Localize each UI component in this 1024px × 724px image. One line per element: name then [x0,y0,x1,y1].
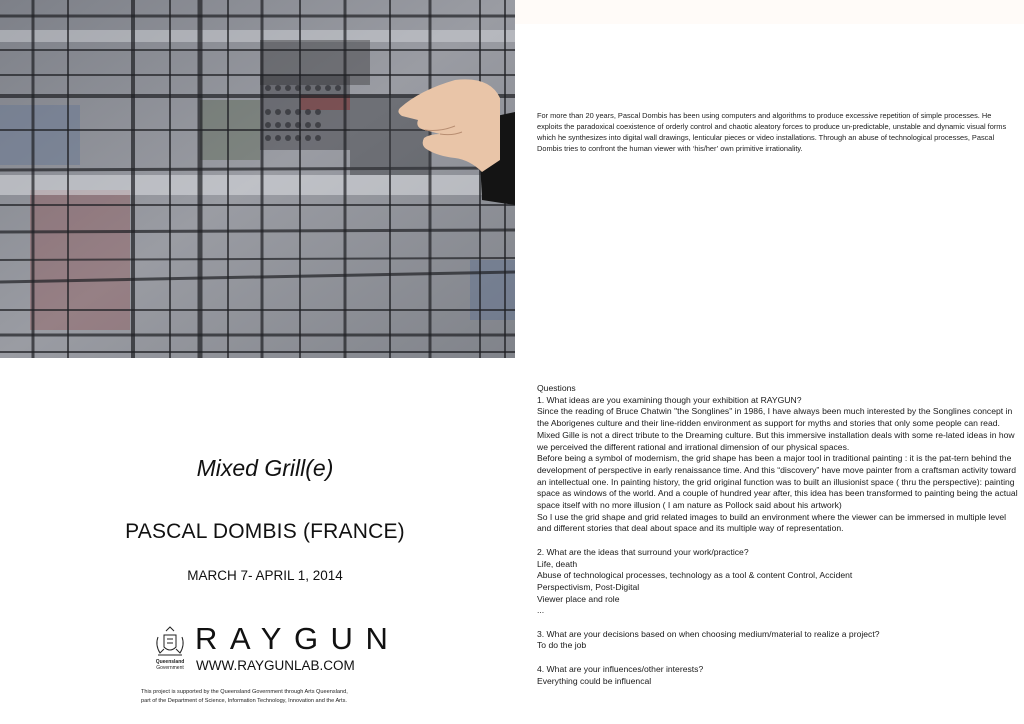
spacer [537,652,1019,664]
exhibition-dates: MARCH 7- APRIL 1, 2014 [187,568,343,583]
sponsor-logos [152,621,401,677]
answer-1-paragraph: Before being a symbol of modernism, the grid shape has been a major tool in traditional painting : it is the pat-tern behind the development of perspective in early renaissance time. And this “discovery” have move painter from a craftsman activity toward an intellectual one. In painting history, the grid original function was to built an illusionist space ( thru the perspective): painting space as windows of the world. And a couple of hundred year after, this idea has been transformed to painting being the actual space itself with no more illusion ( I am nature as Pollock said about his artwork) [537,453,1018,511]
exhibition-title: Mixed Grill(e) [196,455,334,481]
raygun-url-link[interactable]: WWW.RAYGUNLAB.COM [196,658,355,673]
question-4: 4. What are your influences/other interests? [537,663,704,674]
answer-2-line: Abuse of technological processes, technology as a tool & content Control, Accident [537,570,853,581]
spacer [537,535,1019,547]
question-2: 2. What are the ideas that surround your work/practice? [537,546,749,557]
answer-4: Everything could be influencal [537,675,652,686]
answer-2-line: Life, death [537,558,578,569]
artist-name: PASCAL DOMBIS (FRANCE) [125,520,405,543]
answer-3: To do the job [537,640,587,651]
header-band [515,0,1024,24]
answer-2-line: Viewer place and role [537,593,620,604]
support-notice: This project is supported by the Queensland Government through Arts Queensland, part of the Department of Science, Information Technology, Innovation and the Arts. [141,689,348,704]
question-1: 1. What ideas are you examining though your exhibition at RAYGUN? [537,394,802,405]
interview-section [537,383,1019,687]
spacer [537,617,1019,629]
answer-1-paragraph: Since the reading of Bruce Chatwin "the Songlines" in 1986, I have always been much interested by the Songlines concept in the Aborigenes culture and their line-ridden environment as support for myths and stories that only some people can read. [537,406,1013,429]
queensland-crest-icon [152,625,188,673]
crest-label: Queensland Government [155,659,185,671]
answer-1-paragraph: So I use the grid shape and grid related images to build an environment where the viewer can be immersed in multiple level and different stories that deal about space and its multiple way of representation. [537,511,1007,534]
artwork-photo [0,0,515,358]
question-3: 3. What are your decisions based on when choosing medium/material to realize a project? [537,628,880,639]
raygun-brand: RAYGUN [195,621,401,656]
answer-2-line: ... [537,605,545,616]
answer-1-paragraph: Mixed Gille is not a direct tribute to the Dreaming culture. But this immersive installation deals with some re-lated ideas in how we perceived the different rational and irrational dimension of our physical spaces. [537,429,1015,452]
artist-bio: For more than 20 years, Pascal Dombis has been using computers and algorithms to produce excessive repetition of simple processes. He exploits the paradoxical coexistence of orderly control and chaotic aleatory forces to produce un-predictable, unstable and dynamic visual forms which he synthesizes into digital wall drawings, lenticular pieces or video installations. Through an abuse of technological processes, Pascal Dombis tries to confront the human viewer with ‘his/her’ own primitive irrationality. [537,111,1007,153]
questions-heading: Questions [537,383,576,393]
answer-2-line: Perspectivism, Post-Digital [537,581,640,592]
